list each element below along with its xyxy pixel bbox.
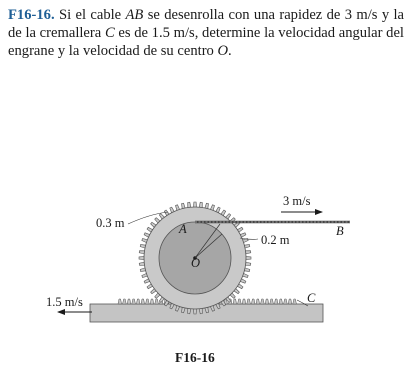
rack-tooth <box>293 299 297 304</box>
rack-tooth <box>261 299 265 304</box>
rack-tooth <box>141 299 145 304</box>
problem-text-1: Si el cable <box>54 7 126 23</box>
symbol-O: O <box>217 43 229 59</box>
label-point-C: C <box>307 291 316 305</box>
label-point-B: B <box>336 224 344 238</box>
problem-text-3: es de 1.5 m/s, determine la velocidad angular del engrane y la velocidad de su centro <box>8 25 404 59</box>
rack-tooth <box>136 299 140 304</box>
rack-tooth <box>284 299 288 304</box>
rack-tooth <box>233 299 237 304</box>
problem-text-4: . <box>228 43 232 59</box>
rack-tooth <box>118 299 122 304</box>
rack-tooth <box>123 299 127 304</box>
rack-tooth <box>238 299 242 304</box>
label-point-O: O <box>191 256 201 270</box>
figure-caption: F16-16 <box>175 350 215 365</box>
rack-tooth <box>270 299 274 304</box>
rack-tooth <box>288 299 292 304</box>
label-outer-radius: 0.3 m <box>96 216 125 230</box>
problem-text-2: se desenrolla con una rapidez de 3 m/s y la de la cremallera <box>8 7 404 41</box>
rack-tooth <box>256 299 260 304</box>
symbol-C: C <box>104 25 115 41</box>
rack-tooth <box>247 299 251 304</box>
symbol-AB: AB <box>125 7 144 23</box>
label-inner-radius: 0.2 m <box>261 233 290 247</box>
rack-tooth <box>132 299 136 304</box>
label-point-A: A <box>179 222 187 236</box>
rack-tooth <box>265 299 269 304</box>
rack-tooth <box>150 299 154 304</box>
rack-tooth <box>242 299 246 304</box>
rack-tooth <box>127 299 131 304</box>
problem-number: F16-16. <box>8 7 55 23</box>
rack-tooth <box>274 299 278 304</box>
rack-tooth <box>279 299 283 304</box>
label-cable-speed: 3 m/s <box>283 194 311 208</box>
label-rack-speed: 1.5 m/s <box>46 295 83 309</box>
rack-tooth <box>146 299 150 304</box>
rack-tooth <box>155 299 159 304</box>
rack-tooth <box>251 299 255 304</box>
